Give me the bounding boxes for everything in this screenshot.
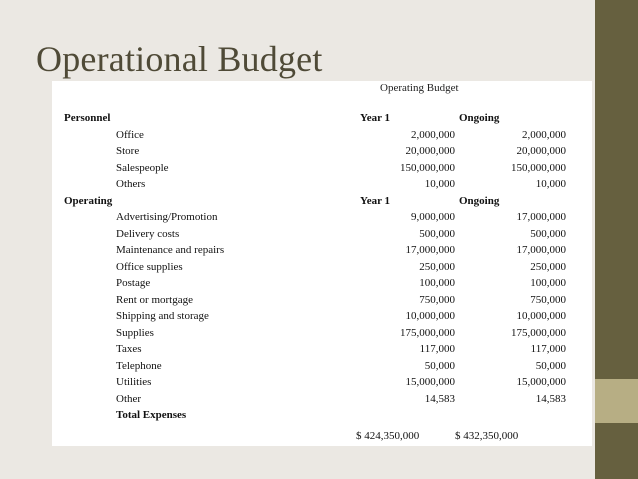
row-ongoing: 100,000 <box>530 277 566 289</box>
row-year1: 14,583 <box>424 392 455 405</box>
row-year1: 10,000,000 <box>405 310 455 322</box>
operating-year1-header: Year 1 <box>360 194 391 207</box>
table-title: Operating Budget <box>380 82 459 94</box>
row-ongoing: 17,000,000 <box>516 244 566 256</box>
row-year1: 117,000 <box>419 343 455 355</box>
row-label: Office supplies <box>116 260 183 273</box>
row-year1: 20,000,000 <box>405 145 455 157</box>
row-year1: 17,000,000 <box>405 244 455 256</box>
row-label: Others <box>116 178 146 190</box>
budget-table-image <box>52 81 592 446</box>
row-label: Advertising/Promotion <box>116 211 218 223</box>
row-label: Delivery costs <box>116 227 180 240</box>
row-ongoing: 50,000 <box>535 359 566 372</box>
row-year1: 15,000,000 <box>405 376 455 388</box>
row-ongoing: 117,000 <box>530 343 566 355</box>
row-label: Rent or mortgage <box>116 293 193 306</box>
row-ongoing: 15,000,000 <box>516 376 566 388</box>
operating-row <box>64 308 566 325</box>
row-year1: 500,000 <box>419 227 455 240</box>
row-year1: 10,000 <box>424 178 455 190</box>
personnel-year1-header: Year 1 <box>360 112 391 124</box>
personnel-row <box>64 160 566 177</box>
sidebar-accent-block <box>595 379 638 423</box>
budget-table <box>64 110 566 446</box>
row-label: Shipping and storage <box>116 310 209 322</box>
row-label: Store <box>116 145 140 157</box>
budget-table-body <box>64 110 566 446</box>
row-label: Taxes <box>116 343 142 355</box>
row-label: Postage <box>116 277 151 289</box>
row-ongoing: 175,000,000 <box>511 326 566 339</box>
operating-row <box>64 341 566 358</box>
operating-row <box>64 358 566 375</box>
row-label: Maintenance and repairs <box>116 244 225 256</box>
operating-row <box>64 242 566 259</box>
row-label: Utilities <box>116 376 152 388</box>
operating-header-label: Operating <box>64 194 113 207</box>
row-label: Salespeople <box>116 161 169 174</box>
total-year1: $ 424,350,000 <box>356 429 420 442</box>
row-ongoing: 2,000,000 <box>522 128 566 141</box>
row-year1: 175,000,000 <box>400 326 455 339</box>
operating-header-row <box>64 193 566 210</box>
operating-row <box>64 391 566 408</box>
operating-row <box>64 226 566 243</box>
row-label: Supplies <box>116 326 154 339</box>
total-ongoing: $ 432,350,000 <box>455 429 519 442</box>
row-ongoing: 14,583 <box>535 392 566 405</box>
operating-row <box>64 259 566 276</box>
operating-row <box>64 275 566 292</box>
row-ongoing: 17,000,000 <box>516 211 566 223</box>
row-ongoing: 150,000,000 <box>511 161 566 174</box>
personnel-row <box>64 127 566 144</box>
row-ongoing: 10,000 <box>535 178 566 190</box>
row-year1: 750,000 <box>419 293 455 306</box>
row-ongoing: 20,000,000 <box>516 145 566 157</box>
row-ongoing: 750,000 <box>530 293 566 306</box>
row-ongoing: 10,000,000 <box>516 310 566 322</box>
operating-row <box>64 374 566 391</box>
total-expenses-label: Total Expenses <box>116 409 187 421</box>
row-year1: 2,000,000 <box>411 128 455 141</box>
operating-row <box>64 292 566 309</box>
personnel-header-label: Personnel <box>64 112 111 124</box>
operating-row <box>64 209 566 226</box>
total-values-row <box>64 424 566 446</box>
row-label: Telephone <box>116 359 162 372</box>
row-year1: 250,000 <box>419 260 455 273</box>
personnel-row <box>64 143 566 160</box>
row-label: Other <box>116 392 142 405</box>
operating-row <box>64 325 566 342</box>
row-year1: 50,000 <box>424 359 455 372</box>
personnel-ongoing-header: Ongoing <box>459 112 500 124</box>
total-label-row <box>64 407 566 424</box>
operating-ongoing-header: Ongoing <box>459 194 500 207</box>
personnel-header-row <box>64 110 566 127</box>
row-label: Office <box>116 128 144 141</box>
row-year1: 9,000,000 <box>411 211 455 223</box>
row-year1: 100,000 <box>419 277 455 289</box>
personnel-row <box>64 176 566 193</box>
row-ongoing: 500,000 <box>530 227 566 240</box>
row-ongoing: 250,000 <box>530 260 566 273</box>
row-year1: 150,000,000 <box>400 161 455 174</box>
slide-title: Operational Budget <box>36 39 323 79</box>
